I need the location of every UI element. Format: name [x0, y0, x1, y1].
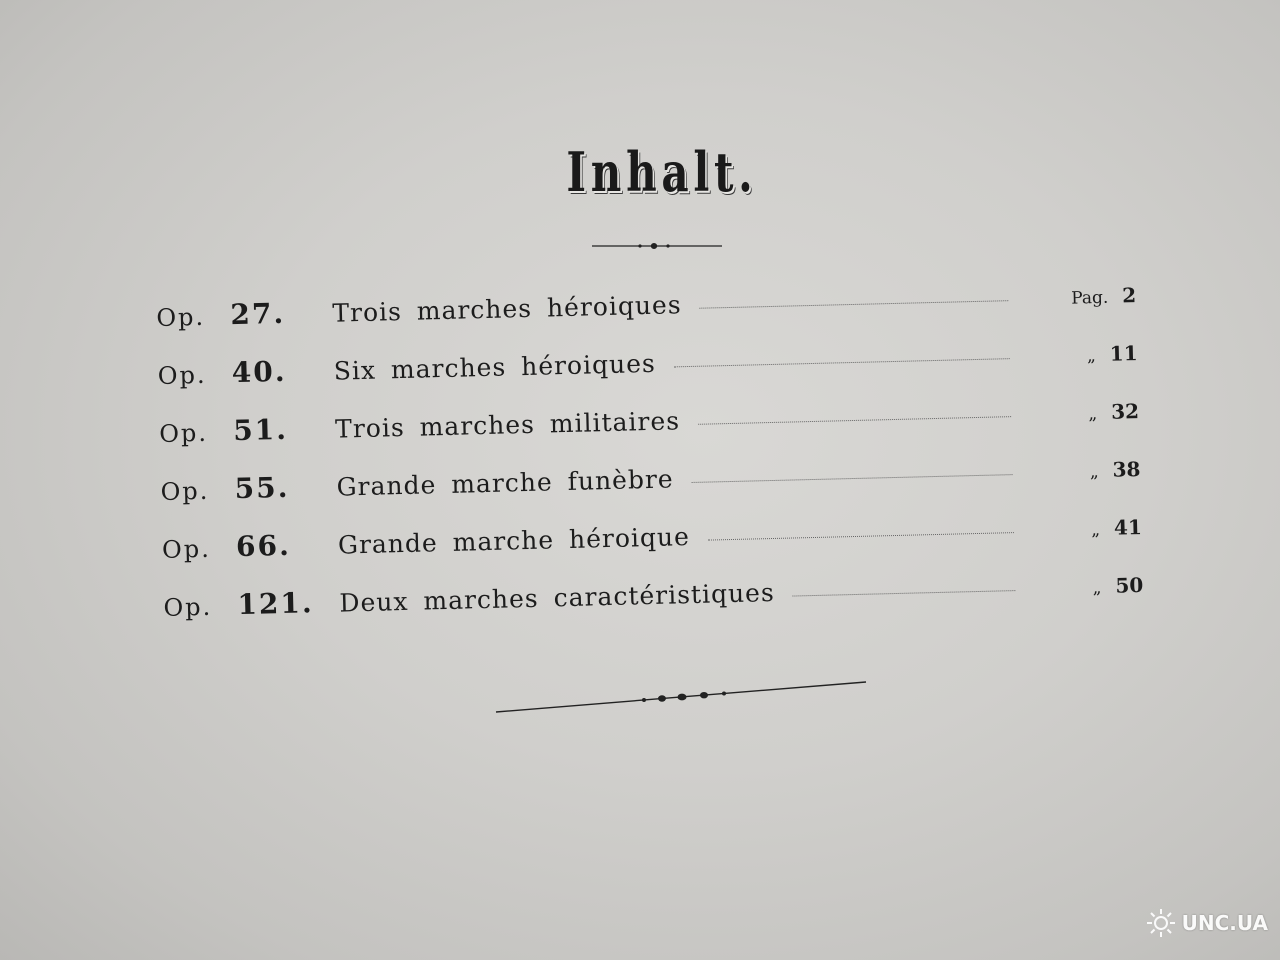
- page-prefix: „: [1091, 520, 1101, 541]
- page-number: 38: [1112, 457, 1141, 482]
- piece-title: Deux marches caractéristiques: [339, 577, 776, 618]
- op-number: 55.: [234, 470, 290, 506]
- page-number: 50: [1115, 572, 1144, 598]
- page-prefix: „: [1086, 346, 1097, 367]
- piece-title: Trois marches militaires: [334, 406, 681, 444]
- page-reference: [1030, 457, 1141, 484]
- op-label: Op.: [160, 476, 210, 506]
- page-reference: [1029, 399, 1140, 426]
- op-number: 51.: [232, 412, 289, 448]
- ornament-bottom: [494, 672, 870, 716]
- page-number: 11: [1109, 341, 1138, 366]
- watermark: [1146, 908, 1268, 938]
- op-number: 121.: [237, 586, 315, 622]
- piece-title: Grande marche funèbre: [336, 464, 674, 502]
- op-label: Op.: [163, 592, 213, 622]
- piece-title: Trois marches héroiques: [332, 290, 682, 328]
- page-reference: [1026, 283, 1137, 310]
- table-of-contents: [156, 276, 1144, 648]
- page-number: 32: [1110, 399, 1140, 424]
- page-reference: [1032, 515, 1143, 542]
- piece-title: Six marches héroiques: [333, 348, 657, 386]
- page-reference: [1027, 341, 1138, 368]
- sun-logo-icon: [1146, 908, 1176, 938]
- op-number: 40.: [231, 354, 287, 390]
- page-prefix: Pag.: [1070, 287, 1109, 309]
- page-prefix: „: [1092, 577, 1102, 599]
- op-label: Op.: [156, 302, 206, 332]
- op-number: 27.: [229, 296, 286, 332]
- op-label: Op.: [157, 360, 207, 390]
- page-prefix: „: [1088, 404, 1098, 425]
- dot-leader: [692, 473, 1013, 483]
- op-label: Op.: [161, 534, 212, 564]
- page-title: Inhalt.: [566, 140, 758, 204]
- ornament-top: [592, 238, 722, 254]
- dot-leader: [698, 415, 1011, 425]
- op-number: 66.: [235, 528, 292, 564]
- dot-leader: [674, 357, 1010, 367]
- page-prefix: „: [1089, 462, 1099, 483]
- dot-leader: [708, 531, 1014, 540]
- piece-title: Grande marche héroique: [337, 522, 691, 560]
- op-label: Op.: [158, 418, 209, 448]
- page-reference: [1033, 573, 1144, 600]
- dot-leader: [793, 589, 1016, 596]
- watermark-text: UNC.UA: [1181, 911, 1268, 935]
- page-number: 41: [1113, 514, 1143, 540]
- page-number: 2: [1121, 283, 1137, 308]
- dot-leader: [700, 299, 1009, 309]
